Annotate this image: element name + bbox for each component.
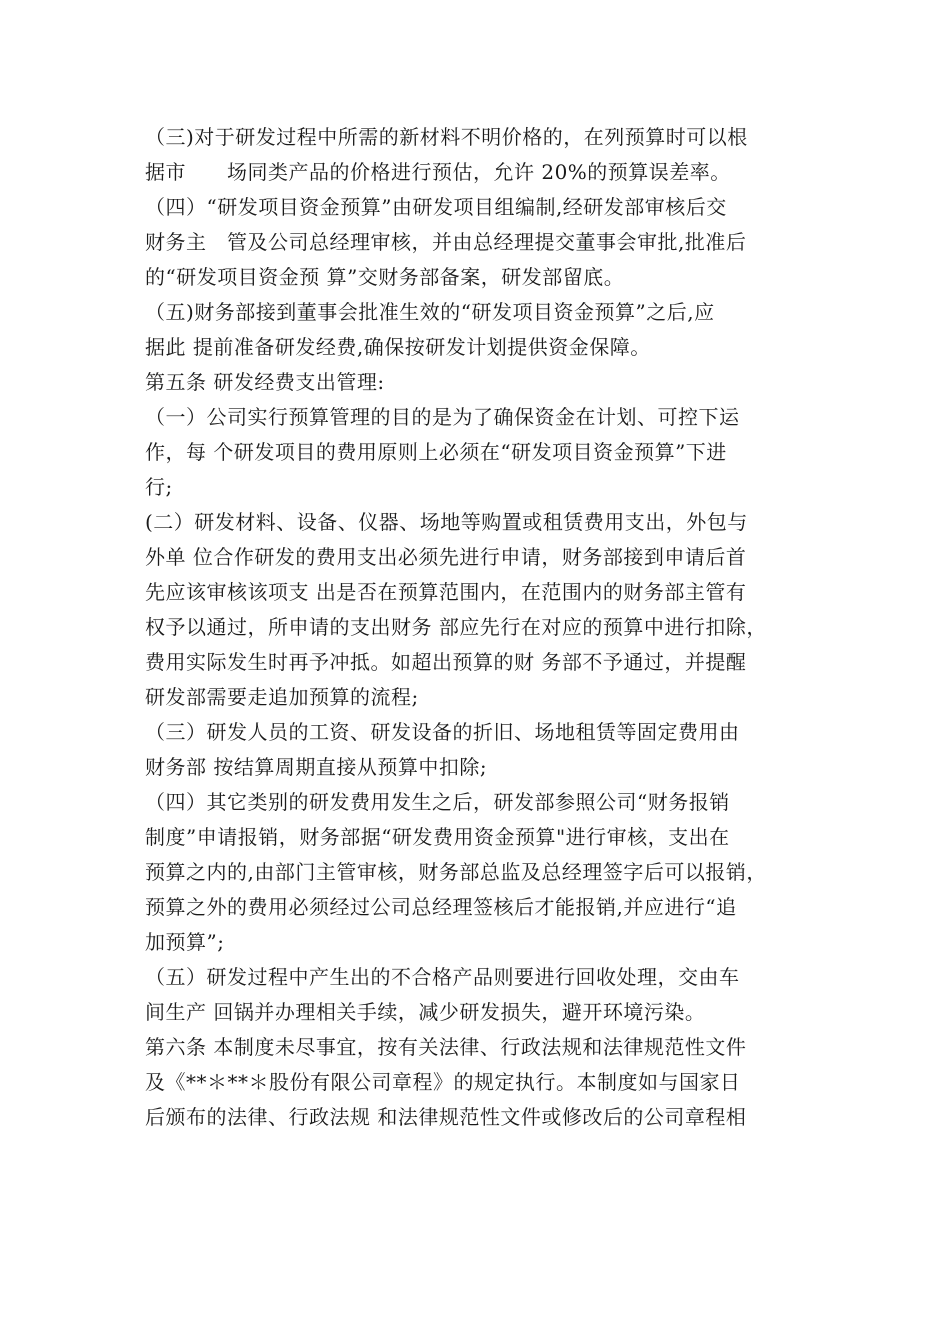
text-line: 据此 提前准备研发经费,确保按研发计划提供资金保障。 xyxy=(145,335,651,359)
text-line: （三)对于研发过程中所需的新材料不明价格的，在列预算时可以根 xyxy=(145,125,748,149)
text-line: （四）“研发项目资金预算”由研发项目组编制,经研发部审核后交 xyxy=(145,195,727,219)
text-line: 费用实际发生时再予冲抵。如超出预算的财 务部不予通过，并提醒 xyxy=(145,650,747,674)
text-line: 财务部 按结算周期直接从预算中扣除; xyxy=(145,755,488,779)
text-line: （一）公司实行预算管理的目的是为了确保资金在计划、可控下运 xyxy=(145,405,740,429)
text-line: 预算之内的,由部门主管审核，财务部总监及总经理签字后可以报销， xyxy=(145,860,767,884)
text-line: （五)财务部接到董事会批准生效的“研发项目资金预算”之后,应 xyxy=(145,300,715,324)
text-line: 及《**＊**＊股份有限公司章程》的规定执行。本制度如与国家日 xyxy=(145,1070,741,1094)
text-line: 行; xyxy=(145,475,173,499)
text-line: 的“研发项目资金预 算”交财务部备案，研发部留底。 xyxy=(145,265,625,289)
text-line: 制度”申请报销，财务部据“研发费用资金预算"进行审核，支出在 xyxy=(145,825,730,849)
text-line: (二）研发材料、设备、仪器、场地等购置或租赁费用支出，外包与 xyxy=(145,510,748,534)
text-line: 财务主 管及公司总经理审核，并由总经理提交董事会审批,批准后 xyxy=(145,230,747,254)
text-line: 后颁布的法律、行政法规 和法律规范性文件或修改后的公司章程相 xyxy=(145,1105,747,1129)
text-line: （四）其它类别的研发费用发生之后，研发部参照公司“财务报销 xyxy=(145,790,730,814)
text-line: 作，每 个研发项目的费用原则上必须在“研发项目资金预算”下进 xyxy=(145,440,727,464)
text-line: 预算之外的费用必须经过公司总经理签核后才能报销,并应进行“追 xyxy=(145,895,737,919)
text-line: 加预算”; xyxy=(145,930,225,954)
text-line: （五）研发过程中产生出的不合格产品则要进行回收处理，交由车 xyxy=(145,965,740,989)
text-line: 间生产 回锅并办理相关手续，减少研发损失，避开环境污染。 xyxy=(145,1000,706,1024)
text-line: 权予以通过，所申请的支出财务 部应先行在对应的预算中进行扣除， xyxy=(145,615,767,639)
text-line: 据市 场同类产品的价格进行预估，允许 20%的预算误差率。 xyxy=(145,160,731,184)
text-line: 外单 位合作研发的费用支出必须先进行申请，财务部接到申请后首 xyxy=(145,545,747,569)
text-line: 先应该审核该项支 出是否在预算范围内，在范围内的财务部主管有 xyxy=(145,580,747,604)
text-line: 研发部需要走追加预算的流程; xyxy=(145,685,419,709)
article-heading: 第五条 研发经费支出管理: xyxy=(145,370,385,394)
article-heading: 第六条 本制度未尽事宜，按有关法律、行政法规和法律规范性文件 xyxy=(145,1035,747,1059)
document-body xyxy=(145,120,825,1135)
text-line: （三）研发人员的工资、研发设备的折旧、场地租赁等固定费用由 xyxy=(145,720,740,744)
